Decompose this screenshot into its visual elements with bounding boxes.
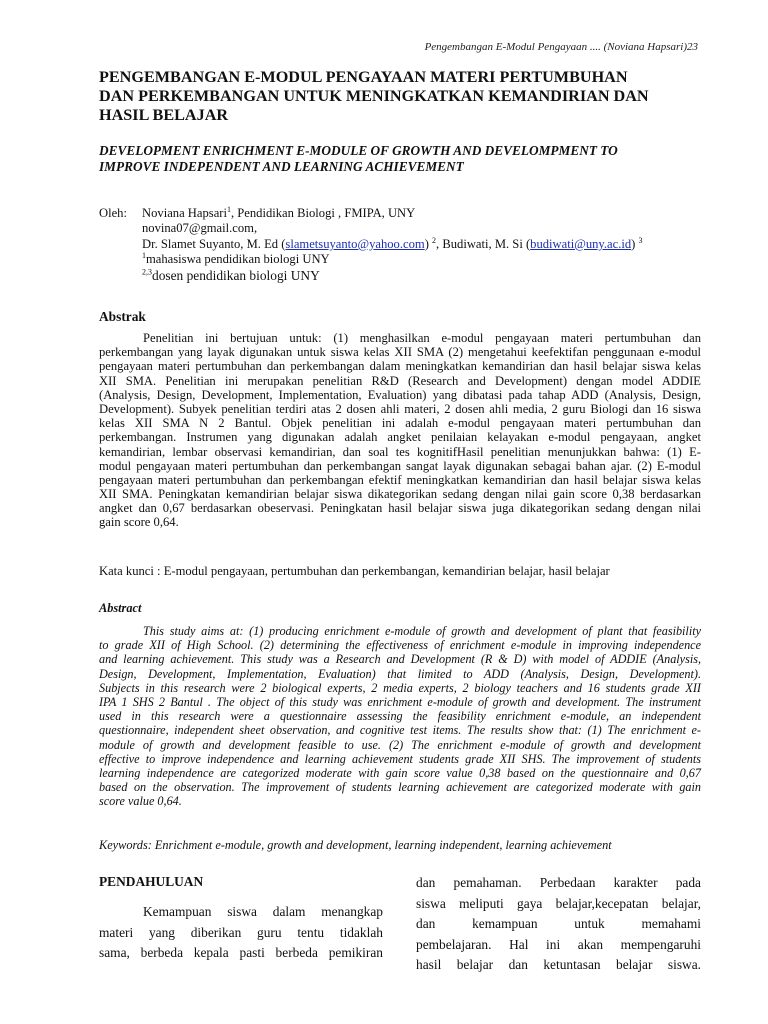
abstract-line: IPA 1 SHS 2 Bantul . The object of this study was enrichment e-module of growth and development. The instrument: [99, 694, 701, 709]
abstrak-line: Penelitian ini bertujuan untuk: (1) menghasilkan e-modul pengayaan materi pertumbuhan dan: [143, 331, 701, 345]
pendahuluan-heading: PENDAHULUAN: [99, 874, 204, 889]
abstrak-line: perkembangan yang layak digunakan untuk siswa kelas XII SMA (2) mengetahui keefektifan penggunaan e-modul: [99, 345, 701, 360]
subtitle-line: DEVELOPMENT ENRICHMENT E-MODULE OF GROWTH AND DEVELOMPMENT TO: [99, 143, 618, 158]
abstrak-line: kemandirian, lembar observasi kemandirian, dan soal tes kognitifHasil penelitian menunjukkan bahwa: (1) E-: [99, 444, 701, 459]
pendahuluan-line: dan pemahaman. Perbedaan karakter pada: [416, 875, 701, 890]
author1-email: novina07@gmail.com,: [142, 221, 258, 236]
author2-email-link[interactable]: slametsuyanto@yahoo.com: [285, 236, 425, 251]
author3-name: , Budiwati, M. Si (: [436, 236, 531, 251]
author1-name: Noviana Hapsari: [142, 206, 227, 220]
author3-sup: 3: [638, 235, 643, 245]
abstrak-line: XII SMA. Penelitian ini merupakan penelitian R&D (Research and Development) dengan model ADDIE: [99, 373, 701, 388]
author-line-2: [142, 237, 643, 252]
author1-sup: 1: [226, 204, 231, 214]
paper-subtitle: [99, 143, 699, 175]
abstract-line: to grade XII of High School. (2) determining the effectiveness of enrichment e-module in improving independence: [99, 638, 701, 653]
author2-sup: 2: [432, 235, 437, 245]
author3-close: ): [631, 236, 636, 251]
note1-text: mahasiswa pendidikan biologi UNY: [146, 252, 330, 267]
abstract-body: [99, 624, 701, 808]
kata-kunci: Kata kunci : E-modul pengayaan, pertumbuhan dan perkembangan, kemandirian belajar, hasil belajar: [99, 564, 610, 578]
pendahuluan-line: dan kemampuan untuk memahami: [416, 916, 701, 931]
abstrak-line: XII SMA. Peningkatan kemandirian belajar siswa dikategorikan sedang dengan nilai gain score 0,38 berdasarkan: [99, 487, 701, 502]
pendahuluan-line: hasil belajar dan ketuntasan belajar siswa.: [416, 957, 701, 972]
author2-name: Dr. Slamet Suyanto, M. Ed (: [142, 236, 286, 251]
pendahuluan-line: pembelajaran. Hal ini akan mempengaruhi: [416, 936, 701, 952]
affiliation-note-1: [142, 252, 643, 267]
pendahuluan-line: sama, berbeda kepala pasti berbeda pemikiran: [99, 945, 383, 960]
author3-email-link[interactable]: budiwati@uny.ac.id: [530, 236, 632, 251]
pendahuluan-right-column: [416, 873, 701, 976]
abstrak-line: gain score 0,64.: [99, 515, 179, 530]
abstract-line: This study aims at: (1) producing enrichment e-module of growth and development of plant that feasibility: [143, 624, 701, 638]
title-line: PENGEMBANGAN E-MODUL PENGAYAAN MATERI PERTUMBUHAN: [99, 68, 628, 86]
pendahuluan-line: siswa meliputi gaya belajar,kecepatan belajar,: [416, 895, 701, 911]
author2-close: ): [424, 236, 429, 251]
note2-sup: 2,3: [142, 267, 152, 277]
abstract-line: and learning achievement. This study was a Research and Development (R & D) with model of ADDIE (Analysis,: [99, 652, 701, 667]
abstract-line: Subjects in this research were 2 biological experts, 2 media experts, 2 biology teachers and 16 students grade XII: [99, 680, 701, 695]
note1-sup: 1: [142, 251, 146, 261]
abstract-line: used in this research were a questionnaire assessing the feasibility enrichment e-module, an independent: [99, 709, 701, 724]
abstrak-line: perkembangan. Instrumen yang digunakan adalah angket penilaian kelayakan e-modul pengayaan, angket: [99, 430, 701, 445]
abstrak-line: modul pengayaan materi pertumbuhan dan perkembangan sangat layak digunakan sebagai bahan ajar. (2) E-modul: [99, 458, 701, 473]
abstrak-line: (Analysis, Design, Development, Implementation, Evaluation) yang dibatasi pada tahap ADD (Analysis, Design,: [99, 387, 701, 402]
running-head: Pengembangan E-Modul Pengayaan .... (Noviana Hapsari)23: [424, 41, 698, 53]
abstract-line: Design, Development, Implementation, Evaluation) that limited to ADD (Analysis, Design, Development).: [99, 666, 701, 681]
pendahuluan-line: Kemampuan siswa dalam menangkap: [143, 904, 383, 919]
abstrak-line: angket dan 0,67 berdasarkan obeservasi. Peningkatan hasil belajar siswa juga dikategorikan sedang dengan nilai: [99, 501, 701, 516]
author1-affiliation: , Pendidikan Biologi , FMIPA, UNY: [230, 206, 416, 220]
affiliation-note-2: [142, 268, 643, 283]
abstract-line: based on the observation. The improvement of students learning achievement are categorized moderate with gain: [99, 780, 701, 795]
abstract-line: learning independence are categorized moderate with gain score value 0,38 based on the questionnaire and 0,67: [99, 765, 701, 780]
paper-title: [99, 68, 699, 125]
abstract-heading: Abstract: [99, 601, 142, 615]
pendahuluan-line: materi yang diberikan guru tentu tidaklah: [99, 924, 383, 940]
abstrak-line: kelas XII SMA N 2 Bantul. Objek penelitian ini adalah e-modul pengayaan materi pertumbuhan dan: [99, 416, 701, 431]
abstrak-line: pengayaan materi pertumbuhan dan perkembangan dalam meningkatkan kemandirian dan hasil belajar siswa kelas: [99, 359, 701, 374]
abstrak-body: [99, 331, 701, 530]
abstrak-line: Development). Subyek penelitian terdiri atas 2 dosen ahli materi, 2 dosen ahli media, 2 guru Biologi dan 16 siswa: [99, 401, 701, 416]
abstrak-line: pengayaan materi pertumbuhan dan perkembangan efektif meningkatkan kemandirian dan hasil belajar siswa kelas: [99, 472, 701, 487]
abstract-line: score value 0,64.: [99, 794, 182, 809]
abstrak-heading: Abstrak: [99, 309, 146, 324]
title-line: HASIL BELAJAR: [99, 106, 229, 124]
pendahuluan-left-column: [99, 872, 383, 964]
abstract-line: effective to improve independence and learning achievement students grade XII SHS. The improvement of students: [99, 751, 701, 766]
abstract-line: questionnaire, independent sheet observation, and cognitive test items. The results show that: (1) The enrichment e-: [99, 723, 701, 738]
author-line-1: [142, 206, 643, 221]
subtitle-line: IMPROVE INDEPENDENT AND LEARNING ACHIEVEMENT: [99, 159, 464, 174]
title-line: DAN PERKEMBANGAN UNTUK MENINGKATKAN KEMANDIRIAN DAN: [99, 87, 649, 105]
abstract-line: module of growth and development feasible to use. (2) The enrichment e-module of growth and development: [99, 737, 701, 752]
authors-label: Oleh:: [99, 206, 127, 220]
keywords: Keywords: Enrichment e-module, growth and development, learning independent, learning achievement: [99, 838, 612, 852]
note2-text: dosen pendidikan biologi UNY: [152, 267, 320, 283]
